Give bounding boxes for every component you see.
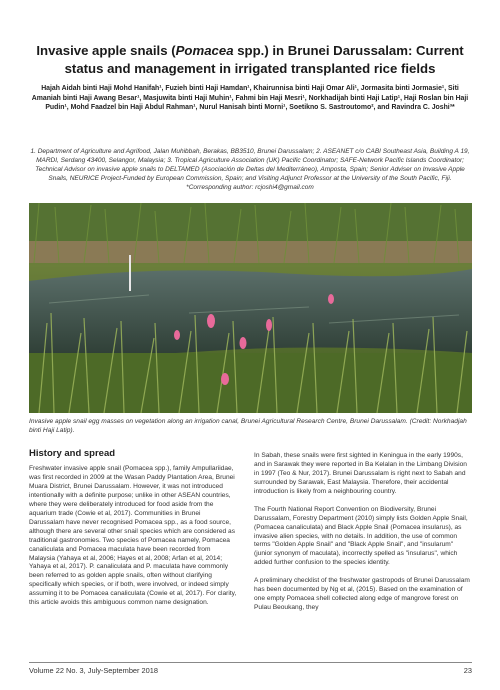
affiliations: [30, 147, 470, 192]
photo-illustration: [29, 203, 472, 413]
body-paragraph: A preliminary checklist of the freshwater gastropods of Brunei Darussalam has been documented by Ng et al, (2015). Based on the examination of one empty Pomacea shell collected along edge of mangrove forest on Pulau Beoukang, they: [254, 577, 470, 612]
right-column: [254, 452, 472, 622]
page-number: 23: [463, 666, 472, 675]
body-paragraph: Freshwater invasive apple snail (Pomacea spp.), family Ampullariidae, was first recorded in 2009 at the Wasan Paddy Plantation Area, Brunei Muara District, Brunei Darussalam. However, it was not introduced intentionally with a definite purpose; unlike in other ASEAN countries, where they were deliberately introduced for food aside from the aquarium trade (Cowie et al, 2017). Communities in Brunei Darussalam have never recognised Pomacea spp., as a food source, although there are several other snail species which are considered as traditional gastronomies. Two species of Pomacea namely, Pomacea canaliculata and Pomacea maculata have been recorded from Malaysia (Yahaya et al, 2006; Hayes et al, 2008; Arfan et al, 2014; Yahaya et al, 2017). P. canaliculata and P. maculata have commonly been referred to as golden apple snails, often without clarifying specifically which species, or if both, were involved, or indeed simply assuming it to be Pomacea canaliculata (Cowie et al, 2017). For clarity, this article avoids this ambiguous common name designation.: [29, 465, 237, 607]
footer-divider: [29, 662, 472, 663]
article-title: Invasive apple snails (Pomacea spp.) in Brunei Darussalam: Current status and management in irrigated transplanted rice fields: [36, 43, 464, 76]
affiliation-text: 1. Department of Agriculture and Agrifood, Jalan Muhibbah, Berakas, BB3510, Brunei Darussalam; 2. ASEANET c/o CABI Southeast Asia, Building A 19, MARDI, Serdang 43400, Selangor, Malaysia; 3. Tropical Agriculture Association (UK) Pacific Coordinator; SAFE-Network Pacific Islands Coordinator; Technical Advisor on invasive apple snails to DELTAMED (Asociación de Deltas del Mediterráneo), Amposta, Spain; Senior Adviser on Invasive Apple Snails, NEURICE Project-Funded by European Commission, Spain; and Visiting Adjunct Professor at the University of the South Pacific, Fiji.: [30, 148, 470, 182]
author-list: Hajah Aidah binti Haji Mohd Hanifah¹, Fuzieh binti Haji Hamdan¹, Khairunnisa binti Haji Omar Ali¹, Jormasita binti Jormasie¹, Siti Amaniah binti Haji Awang Besar¹, Masjuwita binti Haji Muhin¹, Fahmi bin Haji Mesri¹, Norkhadijah binti Haji Latip¹, Haji Roslan bin Haji Pudin¹, Mohd Faadzel bin Haji Abdul Rahman¹, Nurul Hanisah binti Morni¹, Soetikno S. Sastroutomo², and Ravindra C. Joshi³*: [31, 85, 469, 112]
body-paragraph: The Fourth National Report Convention on Biodiversity, Brunei Darussalam, Forestry Department (2010) simply lists Golden Apple Snail, (Pomacea canaliculata) and Black Apple Snail (Pomacea insularus), as invasive alien species, with no details. In addition, the use of common terms "Golden Apple Snail" and "Black Apple Snail", and "insularum" (junior synonym of maculata), incorrectly spelled as "insularus", which added further confusion to the species identity.: [254, 505, 468, 567]
page-footer: [29, 666, 472, 675]
left-column: [29, 465, 237, 617]
section-heading: History and spread: [29, 448, 116, 459]
rice-canal-photo: [29, 203, 472, 413]
body-paragraph: In Sabah, these snails were first sighted in Keningua in the early 1990s, and in Sarawak they were reported in Ba Kelalan in the Limbang Division in 1997 (Teo & Nur, 2017). Brunei Darussalam is right next to Sabah and surrounded by Sarawak, East Malaysia. Therefore, their accidental introduction is likely from a neighbouring country.: [254, 452, 467, 495]
photo-caption: Invasive apple snail egg masses on vegetation along an irrigation canal, Brunei Agricultural Research Centre, Brunei Darussalam. (Credit: Norkhadjah binti Haji Latip).: [29, 418, 467, 434]
corresponding-author: *Corresponding author: rcjoshi4@gmail.com: [186, 184, 314, 191]
issue-info: Volume 22 No. 3, July-September 2018: [29, 666, 159, 675]
